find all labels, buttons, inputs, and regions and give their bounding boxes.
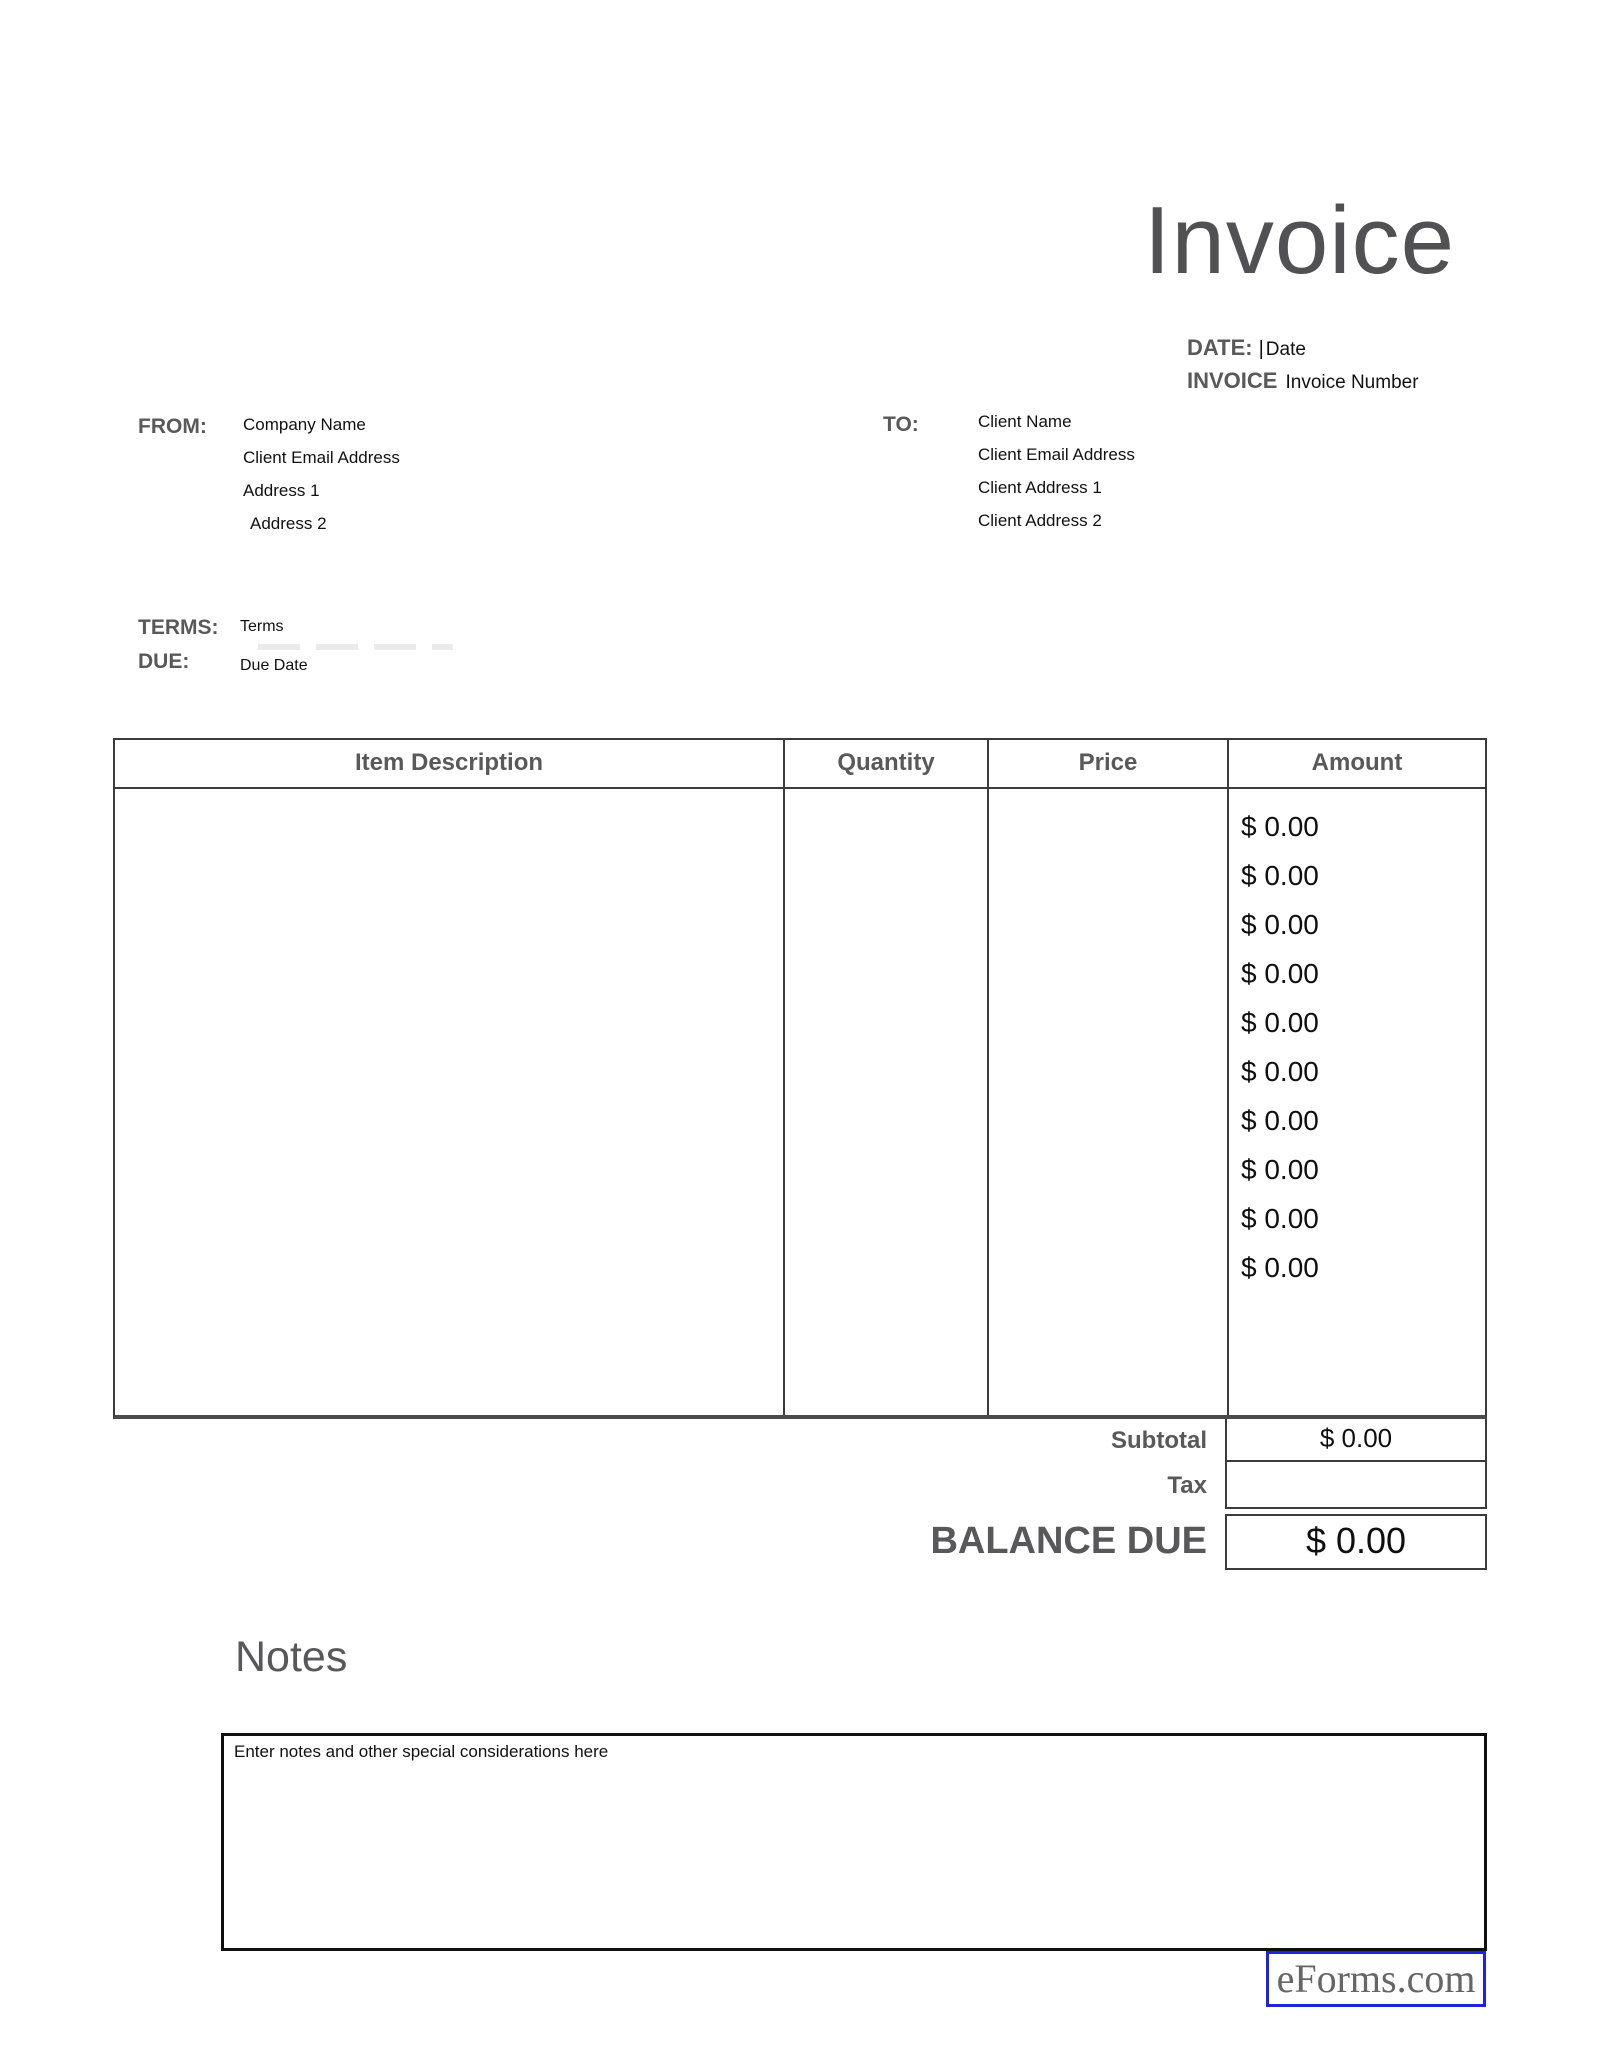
from-company-name-field[interactable]: Company Name xyxy=(243,415,366,434)
date-label: DATE: xyxy=(1187,335,1253,360)
table-header-row xyxy=(115,740,1485,789)
to-client-name-field[interactable]: Client Name xyxy=(978,412,1072,431)
amount-cell xyxy=(1227,789,1485,1415)
amount-value: $ 0.00 xyxy=(1241,860,1319,891)
from-address1-field[interactable]: Address 1 xyxy=(243,481,320,500)
terms-label: TERMS: xyxy=(138,616,219,639)
invoice-number-row xyxy=(1187,366,1419,399)
subtotal-label: Subtotal xyxy=(1111,1427,1207,1454)
notes-field[interactable]: Enter notes and other special considerations here xyxy=(221,1733,1487,1951)
table-body xyxy=(115,789,1485,1415)
to-email-field[interactable]: Client Email Address xyxy=(978,445,1135,464)
amount-header: Amount xyxy=(1227,740,1485,787)
balance-due-value: $ 0.00 xyxy=(1225,1514,1487,1570)
amount-value: $ 0.00 xyxy=(1241,811,1319,842)
to-label: TO: xyxy=(883,413,919,436)
date-field[interactable]: Date xyxy=(1265,339,1306,360)
amount-value: $ 0.00 xyxy=(1241,958,1319,989)
amount-value: $ 0.00 xyxy=(1241,1154,1319,1185)
price-header: Price xyxy=(987,740,1227,787)
date-row xyxy=(1187,333,1419,366)
item-description-cell[interactable] xyxy=(115,789,783,1415)
amount-value: $ 0.00 xyxy=(1241,1007,1319,1038)
tax-label: Tax xyxy=(1167,1472,1207,1499)
from-label: FROM: xyxy=(138,415,207,438)
item-description-header: Item Description xyxy=(354,749,544,776)
balance-due-label: BALANCE DUE xyxy=(930,1520,1207,1562)
from-address2-field[interactable]: Address 2 xyxy=(250,514,327,533)
page-title: Invoice xyxy=(1143,187,1455,294)
tax-row xyxy=(113,1462,1487,1509)
line-items-table xyxy=(113,738,1487,1419)
amount-value: $ 0.00 xyxy=(1241,1252,1319,1283)
invoice-meta xyxy=(1187,333,1419,399)
to-address1-field[interactable]: Client Address 1 xyxy=(978,478,1102,497)
quantity-cell[interactable] xyxy=(783,789,987,1415)
faded-placeholder-mark xyxy=(258,644,453,650)
invoice-number-label: INVOICE xyxy=(1187,368,1278,393)
tax-value-field[interactable] xyxy=(1225,1462,1487,1509)
quantity-header: Quantity xyxy=(783,740,987,787)
amount-value: $ 0.00 xyxy=(1241,1203,1319,1234)
due-label: DUE: xyxy=(138,650,190,673)
subtotal-row xyxy=(113,1419,1487,1462)
from-email-field[interactable]: Client Email Address xyxy=(243,448,400,467)
terms-field[interactable]: Terms xyxy=(240,618,284,635)
subtotal-value: $ 0.00 xyxy=(1225,1419,1487,1462)
text-cursor-bar: | xyxy=(1258,338,1264,360)
to-block xyxy=(978,411,1135,543)
amount-value: $ 0.00 xyxy=(1241,1105,1319,1136)
amount-value: $ 0.00 xyxy=(1241,1056,1319,1087)
eforms-brand-link[interactable]: eForms.com xyxy=(1276,1956,1476,2001)
eforms-brand-box[interactable] xyxy=(1266,1951,1486,2007)
invoice-number-field[interactable]: Invoice Number xyxy=(1285,372,1419,393)
balance-due-row xyxy=(113,1514,1487,1570)
from-block xyxy=(243,414,400,546)
notes-heading: Notes xyxy=(235,1633,348,1681)
due-date-field[interactable]: Due Date xyxy=(240,657,308,674)
amount-value: $ 0.00 xyxy=(1241,909,1319,940)
price-cell[interactable] xyxy=(987,789,1227,1415)
to-address2-field[interactable]: Client Address 2 xyxy=(978,511,1102,530)
